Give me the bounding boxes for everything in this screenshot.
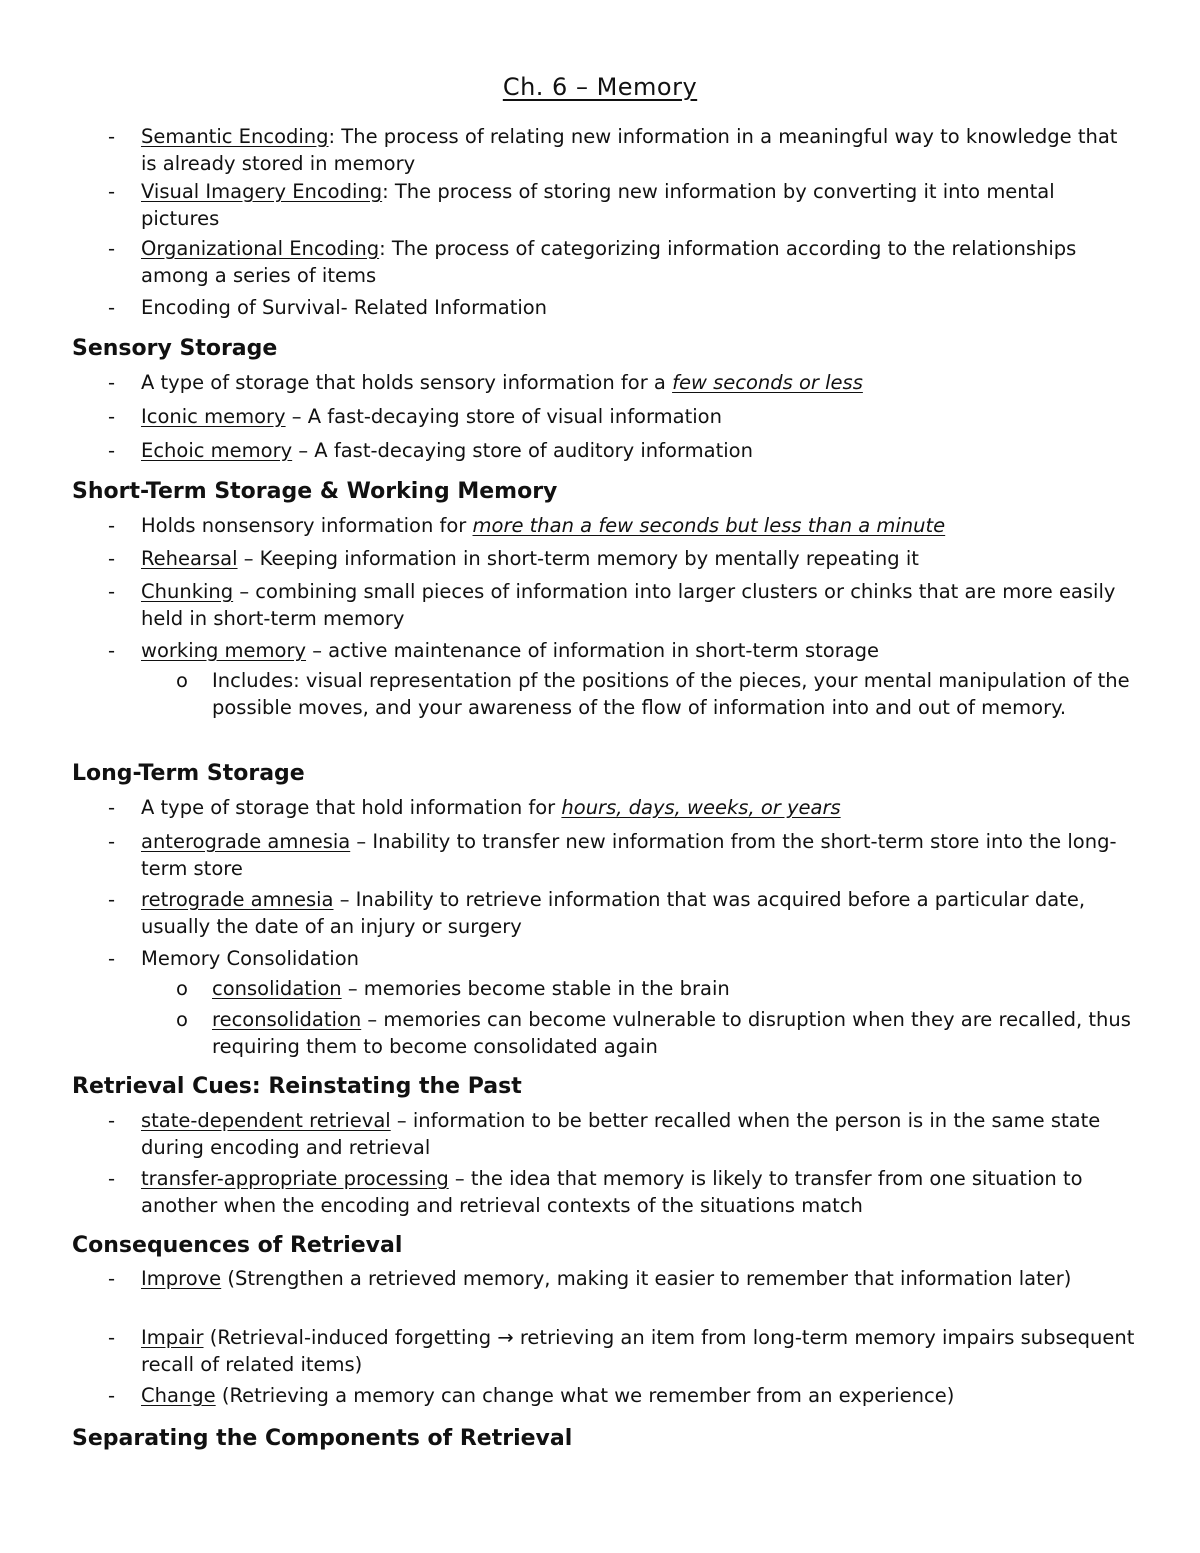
term: reconsolidation: [212, 1008, 362, 1031]
dash-bullet: -: [108, 180, 116, 203]
term: Organizational Encoding: [141, 237, 380, 260]
list-item: [108, 235, 1138, 289]
dash-bullet: -: [108, 1109, 116, 1132]
list-item: [108, 1165, 1138, 1219]
dash-bullet: -: [108, 237, 116, 260]
definition: – Inability to transfer new information from the short-term store into the long-term store: [141, 830, 1117, 880]
dash-bullet: -: [108, 888, 116, 911]
definition: – information to be better recalled when the person is in the same state during encoding and retrieval: [141, 1109, 1101, 1159]
section-heading: Separating the Components of Retrieval: [72, 1426, 573, 1451]
list-item: [108, 403, 1138, 430]
section-heading: Retrieval Cues: Reinstating the Past: [72, 1074, 522, 1099]
list-item: [108, 578, 1138, 632]
dash-bullet: -: [108, 439, 116, 462]
circle-bullet: o: [176, 669, 188, 692]
term: retrograde amnesia: [141, 888, 334, 911]
definition: (Strengthen a retrieved memory, making it easier to remember that information later): [221, 1267, 1072, 1290]
circle-bullet: o: [176, 1008, 188, 1031]
dash-bullet: -: [108, 1267, 116, 1290]
term: transfer-appropriate processing: [141, 1167, 449, 1190]
item-text: Holds nonsensory information for: [141, 514, 473, 537]
list-item: [108, 369, 1138, 396]
list-item: [108, 637, 1138, 664]
term: state-dependent retrieval: [141, 1109, 391, 1132]
list-item: [108, 512, 1138, 539]
sub-item-text: Includes: visual representation pf the positions of the pieces, your mental manipulation of the possible moves, and your awareness of the flow of information into and out of memory.: [212, 669, 1130, 719]
definition: – Keeping information in short-term memory by mentally repeating it: [237, 547, 919, 570]
term: Visual Imagery Encoding: [141, 180, 383, 203]
definition: : The process of relating new information in a meaningful way to knowledge that is already stored in memory: [141, 125, 1118, 175]
dash-bullet: -: [108, 580, 116, 603]
dash-bullet: -: [108, 1167, 116, 1190]
page-title: Ch. 6 – Memory: [502, 73, 698, 101]
emphasis: more than a few seconds but less than a minute: [472, 514, 946, 537]
definition: – A fast-decaying store of visual information: [285, 405, 722, 428]
list-item: [108, 1382, 1138, 1409]
emphasis: hours, days, weeks, or years: [561, 796, 841, 819]
dash-bullet: -: [108, 796, 116, 819]
dash-bullet: -: [108, 514, 116, 537]
term: Chunking: [141, 580, 234, 603]
emphasis: few seconds or less: [672, 371, 863, 394]
dash-bullet: -: [108, 405, 116, 428]
item-text: Encoding of Survival- Related Information: [141, 296, 548, 319]
term: Change: [141, 1384, 216, 1407]
list-item: [108, 945, 1138, 972]
definition: (Retrieval-induced forgetting → retrieving an item from long-term memory impairs subsequent recall of related items): [141, 1326, 1135, 1376]
sub-list-item: [176, 1006, 1136, 1060]
sub-list-item: [176, 667, 1136, 721]
dash-bullet: -: [108, 639, 116, 662]
list-item: [108, 794, 1138, 821]
dash-bullet: -: [108, 1326, 116, 1349]
list-item: [108, 886, 1138, 940]
section-heading: Short-Term Storage & Working Memory: [72, 479, 558, 504]
definition: (Retrieving a memory can change what we remember from an experience): [215, 1384, 955, 1407]
definition: – combining small pieces of information into larger clusters or chinks that are more easily held in short-term memory: [141, 580, 1116, 630]
list-item: [108, 123, 1138, 177]
definition: – the idea that memory is likely to transfer from one situation to another when the encoding and retrieval contexts of the situations match: [141, 1167, 1083, 1217]
item-text: Memory Consolidation: [141, 947, 360, 970]
term: working memory: [141, 639, 307, 662]
dash-bullet: -: [108, 830, 116, 853]
dash-bullet: -: [108, 547, 116, 570]
list-item: [108, 178, 1138, 232]
item-text: A type of storage that hold information for: [141, 796, 562, 819]
list-item: [108, 437, 1138, 464]
term: Echoic memory: [141, 439, 293, 462]
term: consolidation: [212, 977, 342, 1000]
definition: : The process of categorizing information according to the relationships among a series of items: [141, 237, 1077, 287]
definition: – Inability to retrieve information that was acquired before a particular date, usually the date of an injury or surgery: [141, 888, 1086, 938]
list-item: [108, 1324, 1138, 1378]
list-item: [108, 294, 1138, 321]
list-item: [108, 828, 1138, 882]
term: Iconic memory: [141, 405, 286, 428]
definition: – memories can become vulnerable to disruption when they are recalled, thus requiring them to become consolidated again: [212, 1008, 1131, 1058]
definition: – A fast-decaying store of auditory information: [292, 439, 753, 462]
term: Impair: [141, 1326, 204, 1349]
term: Semantic Encoding: [141, 125, 329, 148]
section-heading: Long-Term Storage: [72, 761, 305, 786]
definition: – active maintenance of information in short-term storage: [306, 639, 880, 662]
item-text: A type of storage that holds sensory information for a: [141, 371, 673, 394]
list-item: [108, 545, 1138, 572]
term: anterograde amnesia: [141, 830, 351, 853]
term: Rehearsal: [141, 547, 238, 570]
dash-bullet: -: [108, 125, 116, 148]
dash-bullet: -: [108, 1384, 116, 1407]
list-item: [108, 1107, 1138, 1161]
definition: – memories become stable in the brain: [341, 977, 730, 1000]
term: Improve: [141, 1267, 222, 1290]
list-item: [108, 1265, 1138, 1292]
section-heading: Sensory Storage: [72, 336, 278, 361]
dash-bullet: -: [108, 371, 116, 394]
definition: : The process of storing new information by converting it into mental pictures: [141, 180, 1055, 230]
dash-bullet: -: [108, 947, 116, 970]
section-heading: Consequences of Retrieval: [72, 1233, 403, 1258]
dash-bullet: -: [108, 296, 116, 319]
circle-bullet: o: [176, 977, 188, 1000]
sub-list-item: [176, 975, 1136, 1002]
